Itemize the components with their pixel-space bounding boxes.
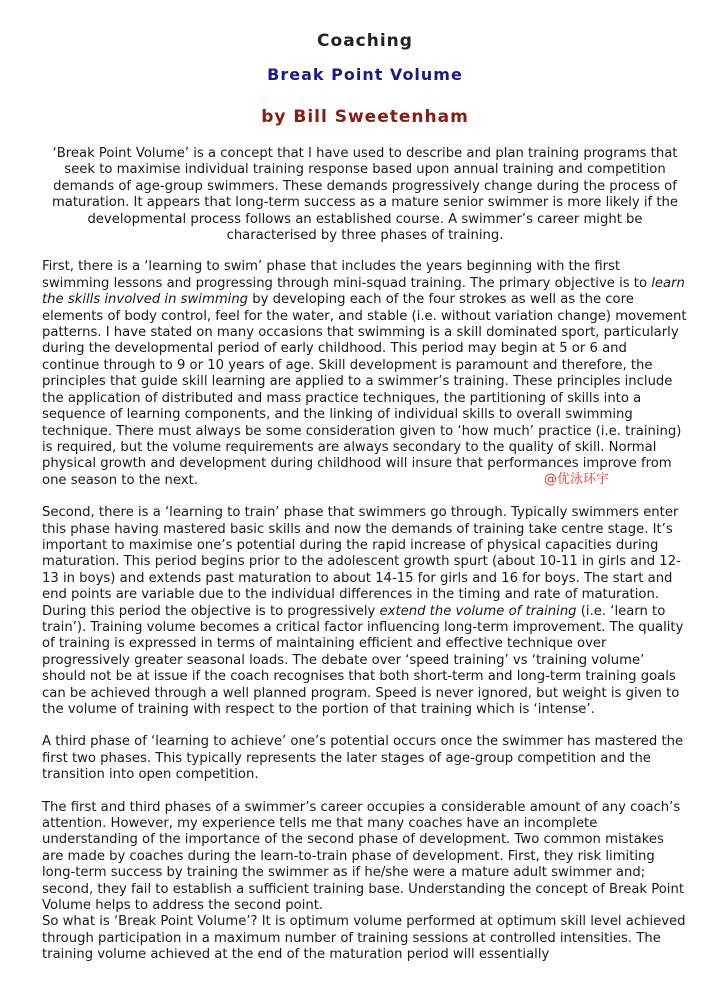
paragraph-learning-to-train xyxy=(42,505,688,718)
paragraph-learning-to-achieve: A third phase of ‘learning to achieve’ one’s potential occurs once the swimmer has mastered the first two phases. This typically represents the later stages of age-group competition and the transition into open competition. xyxy=(42,734,684,783)
paragraph-text: Second, there is a ‘learning to train’ phase that swimmers go through. Typically swimmers enter this phase having mastered basic skills and now the demands of training take centre stage. It’s important to maximise one’s potential during the rapid increase of physical capacities during maturation. This period begins prior to the adolescent growth spurt (about 10-11 in girls and 12-13 in boys) and extends past maturation to about 14-15 for girls and 16 for boys. The start and end points are variable due to the individual differences in the timing and rate of maturation. During this period the objective is to progressively xyxy=(42,505,681,619)
watermark: @优泳环宇 xyxy=(544,472,610,487)
paragraph-text: by developing each of the four strokes as well as the core elements of body control, feel for the water, and stable (i.e. without variation change) movement patterns. I have stated on many occasions that swimming is a skill dominated sport, particularly during the developmental period of early childhood. This period may begin at 5 or 6 and continue through to 9 or 10 years of age. Skill development is paramount and therefore, the principles that guide skill learning are applied to a swimmer’s training. These principles include the application of distributed and mass practice techniques, the partitioning of skills into a sequence of learning components, and the linking of individual skills to overall swimming technique. There must always be some consideration given to ‘how much’ practice (i.e. training) is required, but the volume requirements are always secondary to the quality of skill. Normal physical growth and development during childhood will insure that performances improve from one season to the next. xyxy=(42,292,687,488)
intro-paragraph: ‘Break Point Volume’ is a concept that I have used to describe and plan training programs that seek to maximise individual training response based upon annual training and competition demands of age-group swimmers. These demands progressively change during the process of maturation. It appears that long-term success as a mature senior swimmer is more likely if the developmental process follows an established course. A swimmer’s career might be characterised by three phases of training. xyxy=(51,146,679,244)
paragraph-second-phase: The first and third phases of a swimmer’s career occupies a considerable amount of any coach’s attention. However, my experience tells me that many coaches have an incomplete understanding of the importance of the second phase of development. Two common mistakes are made by coaches during the learn-to-train phase of development. First, they risk limiting long-term success by training the swimmer as if he/she were a mature adult swimmer and; second, they fail to establish a sufficient training base. Understanding the concept of Break Point Volume helps to address the second point. xyxy=(42,799,684,914)
paragraph-text: First, there is a ‘learning to swim’ phase that includes the years beginning with the first swimming lessons and progressing through mini-squad training. The primary objective is to xyxy=(42,259,652,291)
emphasis-text: extend the volume of training xyxy=(379,603,577,619)
paragraph-learning-to-swim xyxy=(42,259,688,489)
article-title: Break Point Volume xyxy=(267,65,463,84)
paragraph-text: (i.e. ‘learn to train’). Training volume becomes a critical factor influencing long-term improvement. The quality of training is expressed in terms of maintaining efficient and effective technique over progressively greater seasonal loads. The debate over ‘speed training’ vs ‘training volume’ should not be at issue if the coach recognises that both short-term and long-term training goals can be achieved through a well planned program. Speed is never ignored, but weight is given to the volume of training with respect to the portion of that training which is ‘intense’. xyxy=(42,603,684,717)
emphasis-text: learn the skills involved in swimming xyxy=(42,275,685,308)
paragraph-definition: So what is ‘Break Point Volume’? It is optimum volume performed at optimum skill level achieved through participation in a maximum number of training sessions at controlled intensities. The training volume achieved at the end of the maturation period will essentially xyxy=(42,914,686,963)
author-byline: by Bill Sweetenham xyxy=(261,107,469,127)
section-label: Coaching xyxy=(317,31,413,51)
